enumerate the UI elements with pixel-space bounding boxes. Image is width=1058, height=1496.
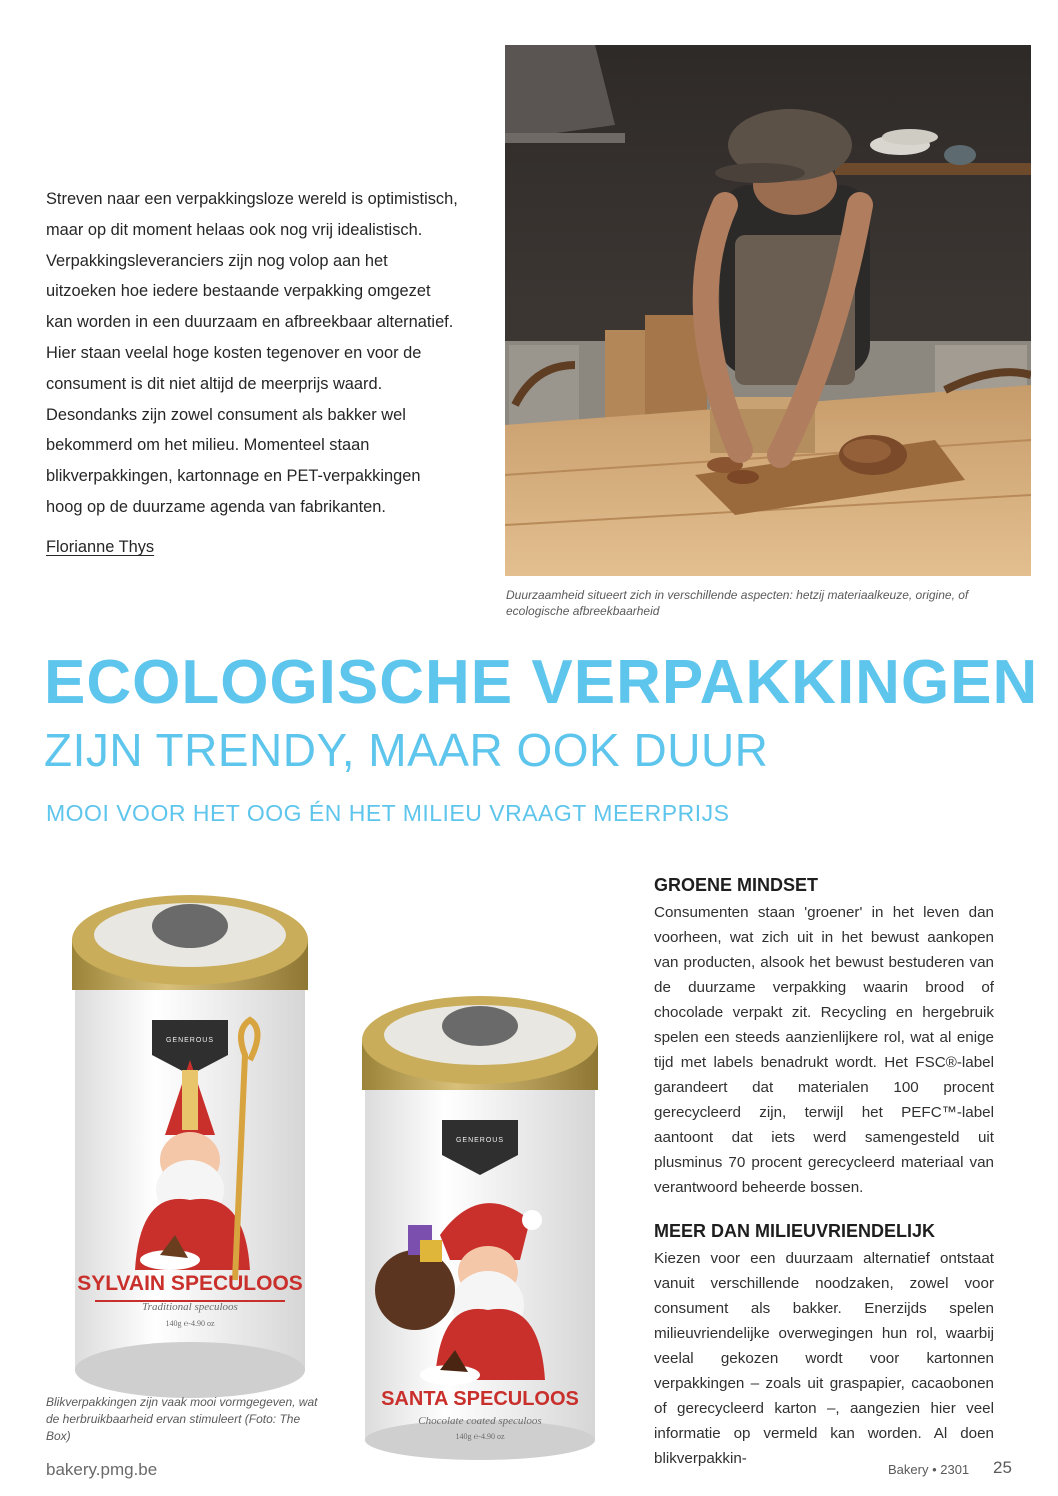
headline-sub: ZIJN TRENDY, MAAR OOK DUUR xyxy=(44,724,769,776)
photo-caption-bottom: Blikverpakkingen zijn vaak mooi vormgegeven, wat de herbruikbaarheid ervan stimuleert (Foto: The Box) xyxy=(46,1395,318,1443)
section-text-meer-dan-milieuvriendelijk: Kiezen voor een duurzaam alternatief ontstaat vanuit verschillende noodzaken, zowel voor consument als bakker. Enerzijds spelen milieuvriendelijke overwegingen hun rol, waarbij veelal gekozen wordt voor kartonnen verpakkingen – zoals uit graspapier, cacaobonen of gerecycleerd karton –, aangezien hier veel informatie op vermeld kan worden. Al doen blikverpakkin- xyxy=(654,1250,994,1467)
section-title-meer-dan-milieuvriendelijk: MEER DAN MILIEUVRIENDELIJK xyxy=(654,1221,936,1241)
intro-paragraph: Streven naar een verpakkingsloze wereld is optimistisch, maar op dit moment helaas ook nog vrij idealistisch. Verpakkingsleveranciers zijn nog volop aan het uitzoeken hoe iedere bestaande verpakking omgezet kan worden in een duurzaam en afbreekbaar alternatief. Hier staan veelal hoge kosten tegenover en voor de consument is dit niet altijd de meerprijs waard. Desondanks zijn zowel consument als bakker wel bekommerd om het milieu. Momenteel staan blikverpakkingen, kartonnage en PET-verpakkingen hoog op de duurzame agenda van fabrikanten. xyxy=(46,190,458,516)
tin-sylvain xyxy=(72,895,308,1398)
tin1-name: SYLVAIN SPECULOOS xyxy=(77,1272,303,1295)
tin2-subtitle: Chocolate coated speculoos xyxy=(418,1415,542,1427)
tin-santa xyxy=(362,996,598,1460)
headline-main: ECOLOGISCHE VERPAKKINGEN xyxy=(44,648,1039,717)
section-text-groene-mindset: Consumenten staan 'groener' in het leven dan voorheen, wat zich uit in het bewust aankopen van producten, alsook het bewust bestuderen van de duurzame verpakking waarin brood of chocolade verpakt zit. Recycling en hergebruik spelen een steeds aanzienlijkere rol, wat al enige tijd met labels benadrukt wordt. Het FSC®-label garandeert dat materialen 100 procent gerecycleerd zijn, terwijl het PEFC™-label aantoont dat iets werd samengesteld uit plusminus 70 procent gerecycleerd materiaal van verantwoord beheerde bossen. xyxy=(654,904,994,1196)
author-byline[interactable]: Florianne Thys xyxy=(46,538,155,556)
tin2-weight: 140g ℮-4.90 oz xyxy=(455,1432,505,1441)
tin1-brand: GENEROUS xyxy=(165,1037,215,1044)
tin1-subtitle: Traditional speculoos xyxy=(142,1301,238,1313)
photo-caption-top: Duurzaamheid situeert zich in verschillende aspecten: hetzij materiaalkeuze, origine, of ecologische afbreekbaarheid xyxy=(506,588,969,618)
tin2-brand: GENEROUS xyxy=(455,1137,505,1144)
section-title-groene-mindset: GROENE MINDSET xyxy=(654,875,819,895)
tin2-name: SANTA SPECULOOS xyxy=(381,1388,579,1410)
tin1-weight: 140g ℮-4.90 oz xyxy=(165,1319,215,1328)
footer-issue: Bakery • 2301 xyxy=(888,1462,970,1477)
page-number: 25 xyxy=(993,1458,1012,1477)
footer-website-link[interactable]: bakery.pmg.be xyxy=(46,1460,158,1479)
headline-kicker: MOOI VOOR HET OOG ÉN HET MILIEU VRAAGT MEERPRIJS xyxy=(46,800,730,826)
speculoos-tins-photo xyxy=(40,880,630,1460)
kitchen-photo xyxy=(505,45,1031,576)
